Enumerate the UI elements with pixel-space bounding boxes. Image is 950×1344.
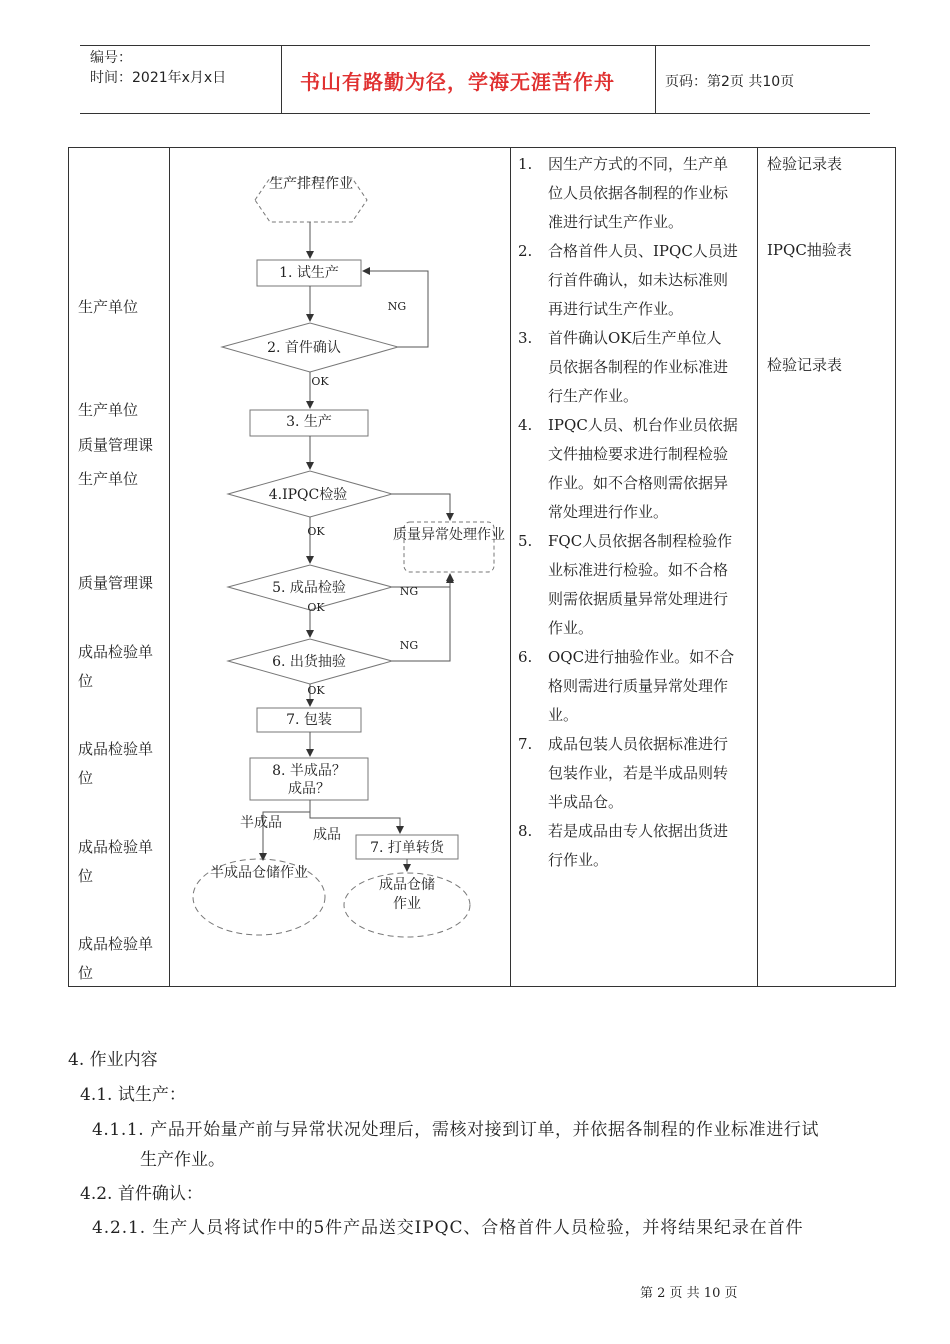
step-text bbox=[548, 411, 750, 527]
step-text-line: 作业。如不合格则需依据异 bbox=[548, 474, 729, 492]
flow-ok2-label: OK bbox=[311, 375, 329, 388]
record-inspection-2: 检验记录表 bbox=[767, 356, 843, 374]
step-text-line: 常处理进行作业。 bbox=[548, 503, 669, 521]
header-info bbox=[90, 48, 226, 88]
step-text-line: 行作业。 bbox=[548, 851, 609, 869]
flow-branch-fin-label: 成品 bbox=[313, 827, 341, 843]
step-text bbox=[548, 730, 750, 817]
step-text-line: OQC进行抽验作业。如不合 bbox=[548, 648, 735, 666]
table-col-divider-3 bbox=[757, 147, 758, 987]
step-number: 3. bbox=[518, 329, 533, 347]
step-item bbox=[518, 643, 750, 730]
step-number: 8. bbox=[518, 822, 533, 840]
step-text-line: 位人员依据各制程的作业标 bbox=[548, 184, 729, 202]
section-41-heading: 4.1. 试生产： bbox=[80, 1085, 186, 1105]
dept-quality-2: 质量管理课 bbox=[78, 574, 154, 592]
flow-step7-label: 7. 包装 bbox=[286, 712, 332, 728]
flow-step4-label: 4.IPQC检验 bbox=[268, 487, 348, 503]
step-text bbox=[548, 527, 750, 643]
step-text-line: 格则需进行质量异常处理作 bbox=[548, 677, 729, 695]
step-text-line: 首件确认OK后生产单位人 bbox=[548, 329, 722, 347]
flow-step6-label: 6. 出货抽验 bbox=[272, 654, 346, 670]
flow-semi-store-label: 半成品仓储作业 bbox=[210, 865, 308, 881]
flow-ng5-label: NG bbox=[399, 585, 419, 598]
flow-exception-label: 质量异常处理作业 bbox=[393, 527, 505, 543]
dept-production-2: 生产单位 bbox=[78, 401, 139, 419]
step-text bbox=[548, 150, 750, 237]
header-motto: 书山有路勤为径，学海无涯苦作舟 bbox=[300, 70, 615, 94]
dept-inspection-3: 成品检验单 位 bbox=[78, 838, 154, 885]
step-text-line: 成品包装人员依据标准进行 bbox=[548, 735, 729, 753]
flow-step1-label: 1. 试生产 bbox=[279, 265, 339, 281]
step-text-line: 合格首件人员、IPQC人员进 bbox=[548, 242, 738, 260]
step-text-line: 文件抽检要求进行制程检验 bbox=[548, 445, 729, 463]
header-divider-1 bbox=[281, 45, 282, 113]
document-date: 时间：2021年x月x日 bbox=[90, 70, 227, 86]
step-descriptions bbox=[518, 150, 750, 875]
step-text bbox=[548, 324, 750, 411]
step-number: 1. bbox=[518, 155, 533, 173]
arrow-step4-exception bbox=[392, 494, 450, 520]
flow-ok5-label: OK bbox=[307, 601, 325, 614]
flow-fin-store-label-a: 成品仓储 bbox=[379, 877, 435, 893]
section-411-text: 4.1.1. 产品开始量产前与异常状况处理后，需核对接到订单，并依据各制程的作业标准进行试 bbox=[92, 1120, 820, 1140]
step-text-line: 则需依据质量异常处理进行 bbox=[548, 590, 729, 608]
process-flowchart bbox=[170, 148, 510, 986]
header-top-rule bbox=[80, 45, 870, 46]
step-item bbox=[518, 237, 750, 324]
step-text-line: 因生产方式的不同，生产单 bbox=[548, 155, 729, 173]
step-item bbox=[518, 150, 750, 237]
document-number-label: 编号： bbox=[90, 50, 132, 66]
step-text-line: 若是成品由专人依据出货进 bbox=[548, 822, 729, 840]
step-item bbox=[518, 527, 750, 643]
flow-ng6-label: NG bbox=[399, 639, 419, 652]
dept-production-3: 生产单位 bbox=[78, 470, 139, 488]
section-42-heading: 4.2. 首件确认： bbox=[80, 1184, 203, 1204]
page-footer: 第 2 页 共 10 页 bbox=[640, 1286, 738, 1301]
step-item bbox=[518, 730, 750, 817]
flow-step3-label: 3. 生产 bbox=[286, 414, 332, 430]
step-text-line: 业标准进行检验。如不合格 bbox=[548, 561, 729, 579]
flow-step2-label: 2. 首件确认 bbox=[267, 340, 341, 356]
section-4-heading: 4. 作业内容 bbox=[68, 1050, 158, 1070]
step-text-line: 准进行试生产作业。 bbox=[548, 213, 684, 231]
section-411-continued: 生产作业。 bbox=[140, 1150, 225, 1170]
flow-step8b-label: 成品？ bbox=[288, 781, 330, 797]
step-number: 4. bbox=[518, 416, 533, 434]
step-item bbox=[518, 817, 750, 875]
dept-inspection-4: 成品检验单 位 bbox=[78, 935, 154, 982]
step-text bbox=[548, 643, 750, 730]
flow-fin-store-label-b: 作业 bbox=[393, 896, 421, 912]
flow-ok4-label: OK bbox=[307, 525, 325, 538]
section-421-text: 4.2.1. 生产人员将试作中的5件产品送交IPQC、合格首件人员检验，并将结果纪录在首件 bbox=[92, 1218, 804, 1238]
flow-step8a-label: 8. 半成品？ bbox=[272, 763, 346, 779]
step-text-line: 员依据各制程的作业标准进 bbox=[548, 358, 729, 376]
flow-ng1-label: NG bbox=[387, 300, 407, 313]
flow-step7b-label: 7. 打单转货 bbox=[370, 840, 444, 856]
record-inspection-1: 检验记录表 bbox=[767, 155, 843, 173]
step-text bbox=[548, 817, 750, 875]
dept-inspection-1: 成品检验单 位 bbox=[78, 643, 154, 690]
step-item bbox=[518, 324, 750, 411]
step-text bbox=[548, 237, 750, 324]
flow-branch-semi-label: 半成品 bbox=[240, 815, 282, 831]
flow-start-label: 生产排程作业 bbox=[269, 176, 353, 192]
step-number: 7. bbox=[518, 735, 533, 753]
dept-quality-1: 质量管理课 bbox=[78, 436, 154, 454]
step-text-line: 业。 bbox=[548, 706, 579, 724]
header-bottom-rule bbox=[80, 113, 870, 114]
record-ipqc: IPQC抽验表 bbox=[767, 241, 852, 259]
step-text-line: IPQC人员、机台作业员依据 bbox=[548, 416, 738, 434]
dept-production-1: 生产单位 bbox=[78, 298, 139, 316]
header-page-number: 页码：第2页 共10页 bbox=[665, 74, 795, 90]
table-col-divider-2 bbox=[510, 147, 511, 987]
step-item bbox=[518, 411, 750, 527]
step-number: 6. bbox=[518, 648, 533, 666]
step-text-line: 包装作业，若是半成品则转 bbox=[548, 764, 729, 782]
step-text-line: 行生产作业。 bbox=[548, 387, 639, 405]
step-text-line: 半成品仓。 bbox=[548, 793, 624, 811]
flow-step5-label: 5. 成品检验 bbox=[272, 580, 346, 596]
step-text-line: 行首件确认，如未达标准则 bbox=[548, 271, 729, 289]
step-text-line: FQC人员依据各制程检验作 bbox=[548, 532, 733, 550]
step-text-line: 作业。 bbox=[548, 619, 594, 637]
dept-inspection-2: 成品检验单 位 bbox=[78, 740, 154, 787]
step-number: 2. bbox=[518, 242, 533, 260]
header-divider-2 bbox=[655, 45, 656, 113]
flow-ok6-label: OK bbox=[307, 684, 325, 697]
step-number: 5. bbox=[518, 532, 533, 550]
step-text-line: 再进行试生产作业。 bbox=[548, 300, 684, 318]
